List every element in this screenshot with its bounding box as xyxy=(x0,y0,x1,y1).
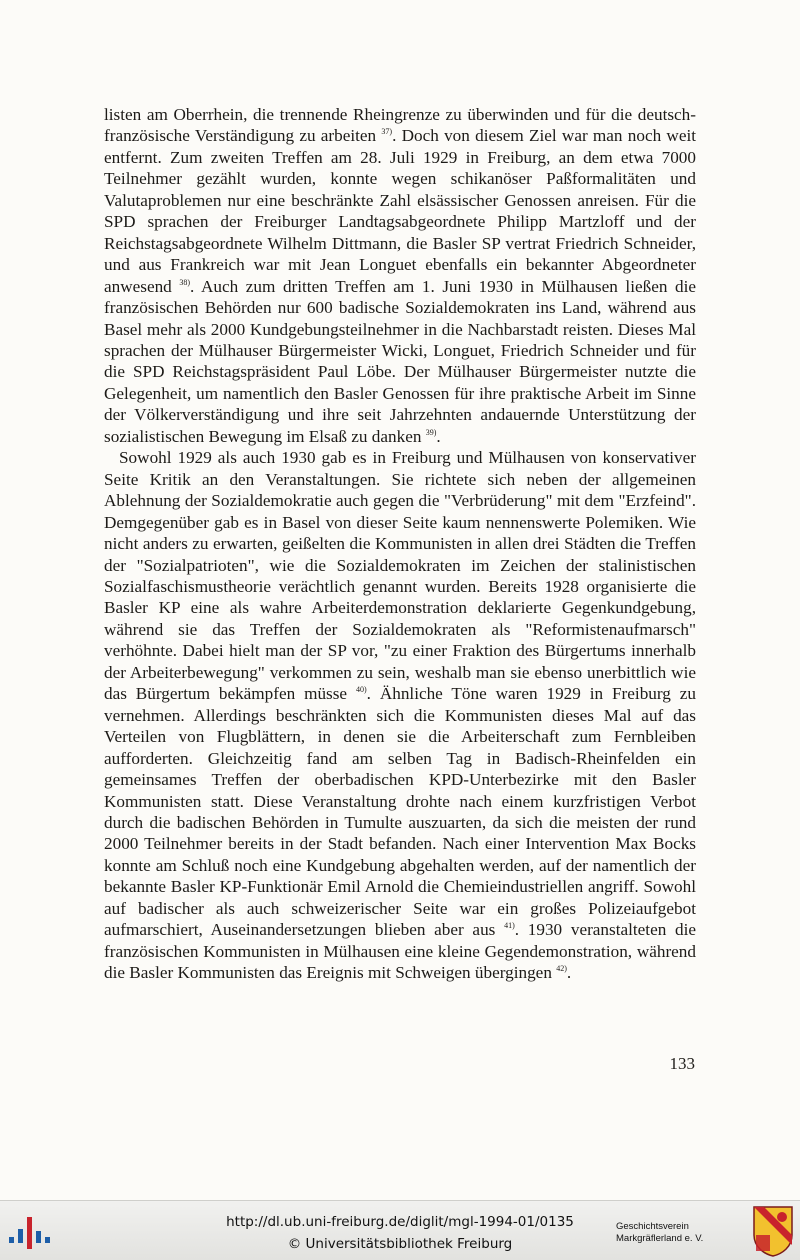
source-url-link[interactable]: http://dl.ub.uni-freiburg.de/diglit/mgl-1994-01/0135 xyxy=(226,1214,574,1230)
society-name-line-1: Geschichtsverein xyxy=(616,1221,689,1232)
text-segment: . Auch zum dritten Treffen am 1. Juni 1930 in Mülhausen ließen die französischen Behörden nur 600 badische Sozialdemokraten ins Land, während aus Basel mehr als 2000 Kundgebungsteilnehmer in die Nachbarstadt reisten. Dieses Mal sprachen der Mülhauser Bürgermeister Wicki, Longuet, Friedrich Schneider und für die SPD Reichstagspräsident Paul Löbe. Der Mülhauser Bürgermeister nutzte die Gelegenheit, um namentlich den Basler Genossen für ihre praktische Arbeit im Sinne der Völkerverständigung und ihre seit Jahrzehnten andauernde Unterstützung der sozialistischen Bewegung im Elsaß zu danken xyxy=(104,276,696,446)
body-text xyxy=(104,104,696,984)
text-segment: . 1930 veranstalteten die französischen Kommunisten in Mülhausen eine kleine Gegendemonstration, während die Basler Kommunisten das Ereignis mit Schweigen übergingen xyxy=(104,920,697,983)
text-segment: . xyxy=(436,426,441,446)
footnote-marker: 40) xyxy=(355,685,367,695)
ub-freiburg-logo-icon[interactable] xyxy=(6,1209,52,1255)
text-segment: . Doch von diesem Ziel war man noch weit entfernt. Zum zweiten Treffen am 28. Juli 1929 in Freiburg, an dem etwa 7000 Teilnehmer gezählt wurden, konnte wegen schikanöser Paßformalitäten und Valutaproblemen nur eine beschränkte Zahl elsässischer Genossen anreisen. Für die SPD sprachen der Freiburger Landtagsabgeordnete Philipp Martzloff und der Reichstagsabgeordnete Wilhelm Dittmann, die Basler SP vertrat Friedrich Schneider, und aus Frankreich war mit Jean Longuet ebenfalls ein bekannter Abgeordneter anwesend xyxy=(104,126,696,296)
text-segment: Sowohl 1929 als auch 1930 gab es in Freiburg und Mülhausen von konservativer Seite Kritik an den Veranstaltungen. Sie richtete sich neben der allgemeinen Ablehnung der Sozialdemokratie auch gegen die "Verbrüderung" mit dem "Erzfeind". Demgegenüber gab es in Basel von dieser Seite kaum nennenswerte Polemiken. Wie nicht anders zu erwarten, geißelten die Kommunisten in allen drei Städten die Treffen der "Sozialpatrioten", wie die Sozialdemokraten im Zeichen der stalinistischen Sozialfaschismustheorie verächtlich genannt wurden. Bereits 1928 organisierte die Basler KP eine als wahre Arbeiterdemonstration deklarierte Gegenkundgebung, während sie das Treffen der Sozialdemokraten als "Reformistenaufmarsch" verhöhnte. Dabei hielt man der SP vor, "zu einer Fraktion des Bürgertums innerhalb der Arbeiterbewegung" verkommen zu sein, weshalb man sie ebenso unerbittlich wie das Bürgertum bekämpfen müsse xyxy=(104,448,696,704)
page-number: 133 xyxy=(669,1054,695,1073)
text-segment: listen am Oberrhein, die trennende Rheingrenze zu überwinden und für die deutsch-französische Verständigung zu arbeiten xyxy=(104,105,696,146)
footnote-marker: 39) xyxy=(425,427,437,437)
footnote-marker: 37) xyxy=(381,127,393,137)
society-name[interactable] xyxy=(616,1221,748,1245)
footnote-marker: 41) xyxy=(504,921,515,931)
footnote-marker: 38) xyxy=(179,277,191,287)
coat-of-arms-icon[interactable] xyxy=(752,1205,794,1257)
footer-bar xyxy=(0,1200,800,1260)
footnote-marker: 42) xyxy=(556,964,567,974)
text-segment: . xyxy=(566,963,572,983)
paragraph-2 xyxy=(104,447,696,983)
society-name-line-2: Markgräflerland e. V. xyxy=(616,1233,704,1244)
paragraph-1 xyxy=(104,104,696,447)
text-segment: . Ähnliche Töne waren 1929 in Freiburg zu vernehmen. Allerdings beschränkten sich die Kommunisten dieses Mal auf das Verteilen von Flugblättern, in denen sie die Arbeiterschaft zum Fernbleiben aufforderten. Gleichzeitig fand am selben Tag in Badisch-Rheinfelden ein gemeinsames Treffen der oberbadischen KPD-Unterbezirke mit den Basler Kommunisten statt. Diese Veranstaltung drohte nach einem kurzfristigen Verbot durch die badischen Behörden in Tumulte auszuarten, da sich die meisten der rund 2000 Teilnehmer bereits in der Stadt befanden. Nach einer Intervention Max Bocks konnte am Schluß noch eine Kundgebung abgehalten werden, auf der namentlich der bekannte Basler KP-Funktionär Emil Arnold die Chemieindustriellen angriff. Sowohl auf badischer als auch schweizerischer Seite war ein großes Polizeiaufgebot aufmarschiert, Auseinandersetzungen blieben aber aus xyxy=(104,684,696,940)
copyright-text: © Universitätsbibliothek Freiburg xyxy=(287,1236,513,1252)
